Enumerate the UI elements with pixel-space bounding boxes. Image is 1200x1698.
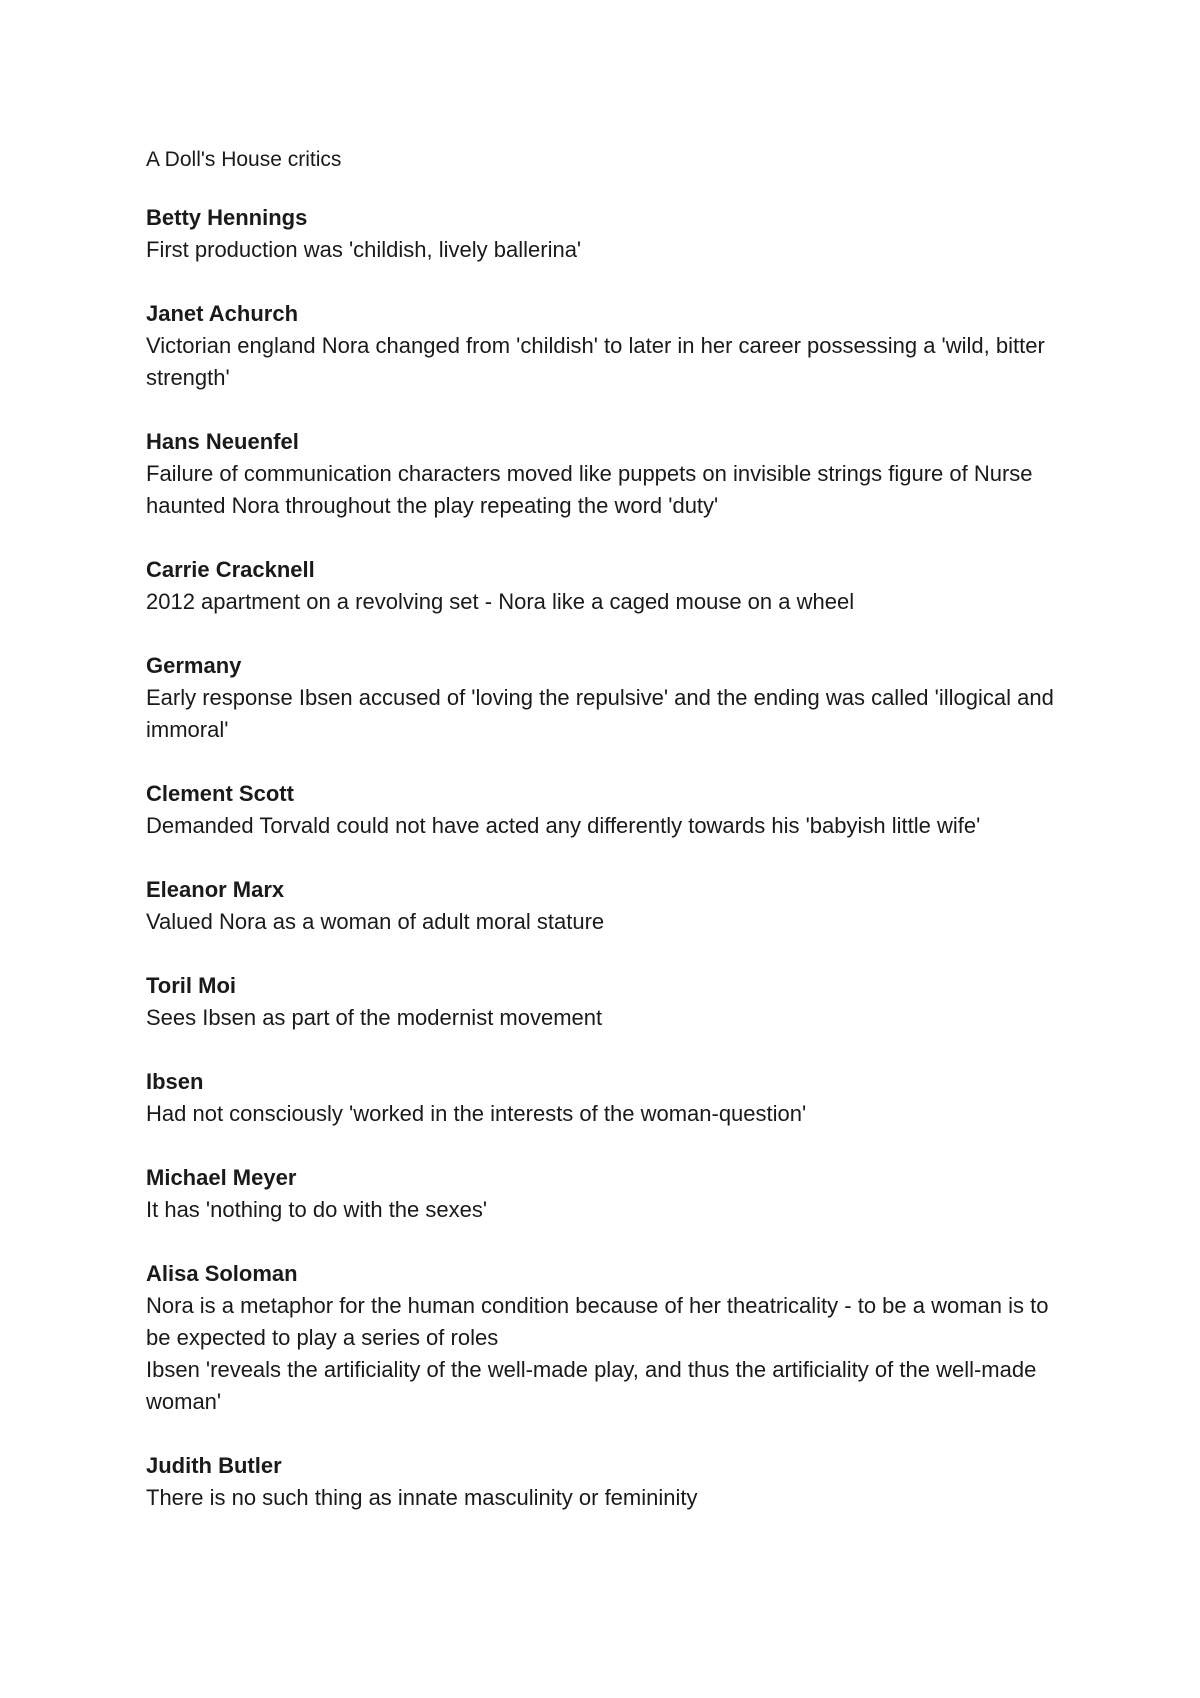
critic-entry-betty-hennings [146,202,1076,266]
critic-entry-alisa-soloman [146,1258,1076,1418]
critic-name: Michael Meyer [146,1165,297,1190]
critic-name: Ibsen [146,1069,204,1094]
critic-name: Eleanor Marx [146,877,285,902]
critic-comment: Valued Nora as a woman of adult moral stature [146,909,605,934]
critic-name: Judith Butler [146,1453,282,1478]
critic-entry-eleanor-marx [146,874,1076,938]
document-title: A Doll's House critics [146,148,342,171]
critic-name: Hans Neuenfel [146,429,299,454]
document-page [146,146,1076,1546]
critic-comment: Demanded Torvald could not have acted any differently towards his 'babyish little wife' [146,813,981,838]
critic-comment: Had not consciously 'worked in the interests of the woman-question' [146,1101,807,1126]
critic-comment: Victorian england Nora changed from 'childish' to later in her career possessing a 'wild, bitter strength' [146,333,1045,390]
critic-entry-toril-moi [146,970,1076,1034]
critic-entry-clement-scott [146,778,1076,842]
critic-name: Germany [146,653,242,678]
critic-name: Clement Scott [146,781,294,806]
critic-comment: First production was 'childish, lively ballerina' [146,237,582,262]
critic-name: Carrie Cracknell [146,557,315,582]
critic-entry-germany [146,650,1076,746]
critic-name: Toril Moi [146,973,237,998]
critic-comment: There is no such thing as innate masculinity or femininity [146,1485,698,1510]
critic-entry-carrie-cracknell [146,554,1076,618]
critic-comment: Nora is a metaphor for the human condition because of her theatricality - to be a woman is to be expected to play a series of roles [146,1293,1049,1350]
critic-comment: Early response Ibsen accused of 'loving the repulsive' and the ending was called 'illogical and immoral' [146,685,1054,742]
critic-comment: It has 'nothing to do with the sexes' [146,1197,488,1222]
critic-comment: Failure of communication characters moved like puppets on invisible strings figure of Nurse haunted Nora throughout the play repeating the word 'duty' [146,461,1033,518]
critic-comment: Ibsen 'reveals the artificiality of the well-made play, and thus the artificiality of the well-made woman' [146,1357,1037,1414]
critic-entry-judith-butler [146,1450,1076,1514]
critic-entry-michael-meyer [146,1162,1076,1226]
critic-name: Betty Hennings [146,205,308,230]
critic-name: Alisa Soloman [146,1261,298,1286]
critic-entry-janet-achurch [146,298,1076,394]
critic-comment: Sees Ibsen as part of the modernist movement [146,1005,603,1030]
critic-comment: 2012 apartment on a revolving set - Nora like a caged mouse on a wheel [146,589,855,614]
critic-name: Janet Achurch [146,301,299,326]
critic-entry-hans-neuenfel [146,426,1076,522]
critic-entry-ibsen [146,1066,1076,1130]
